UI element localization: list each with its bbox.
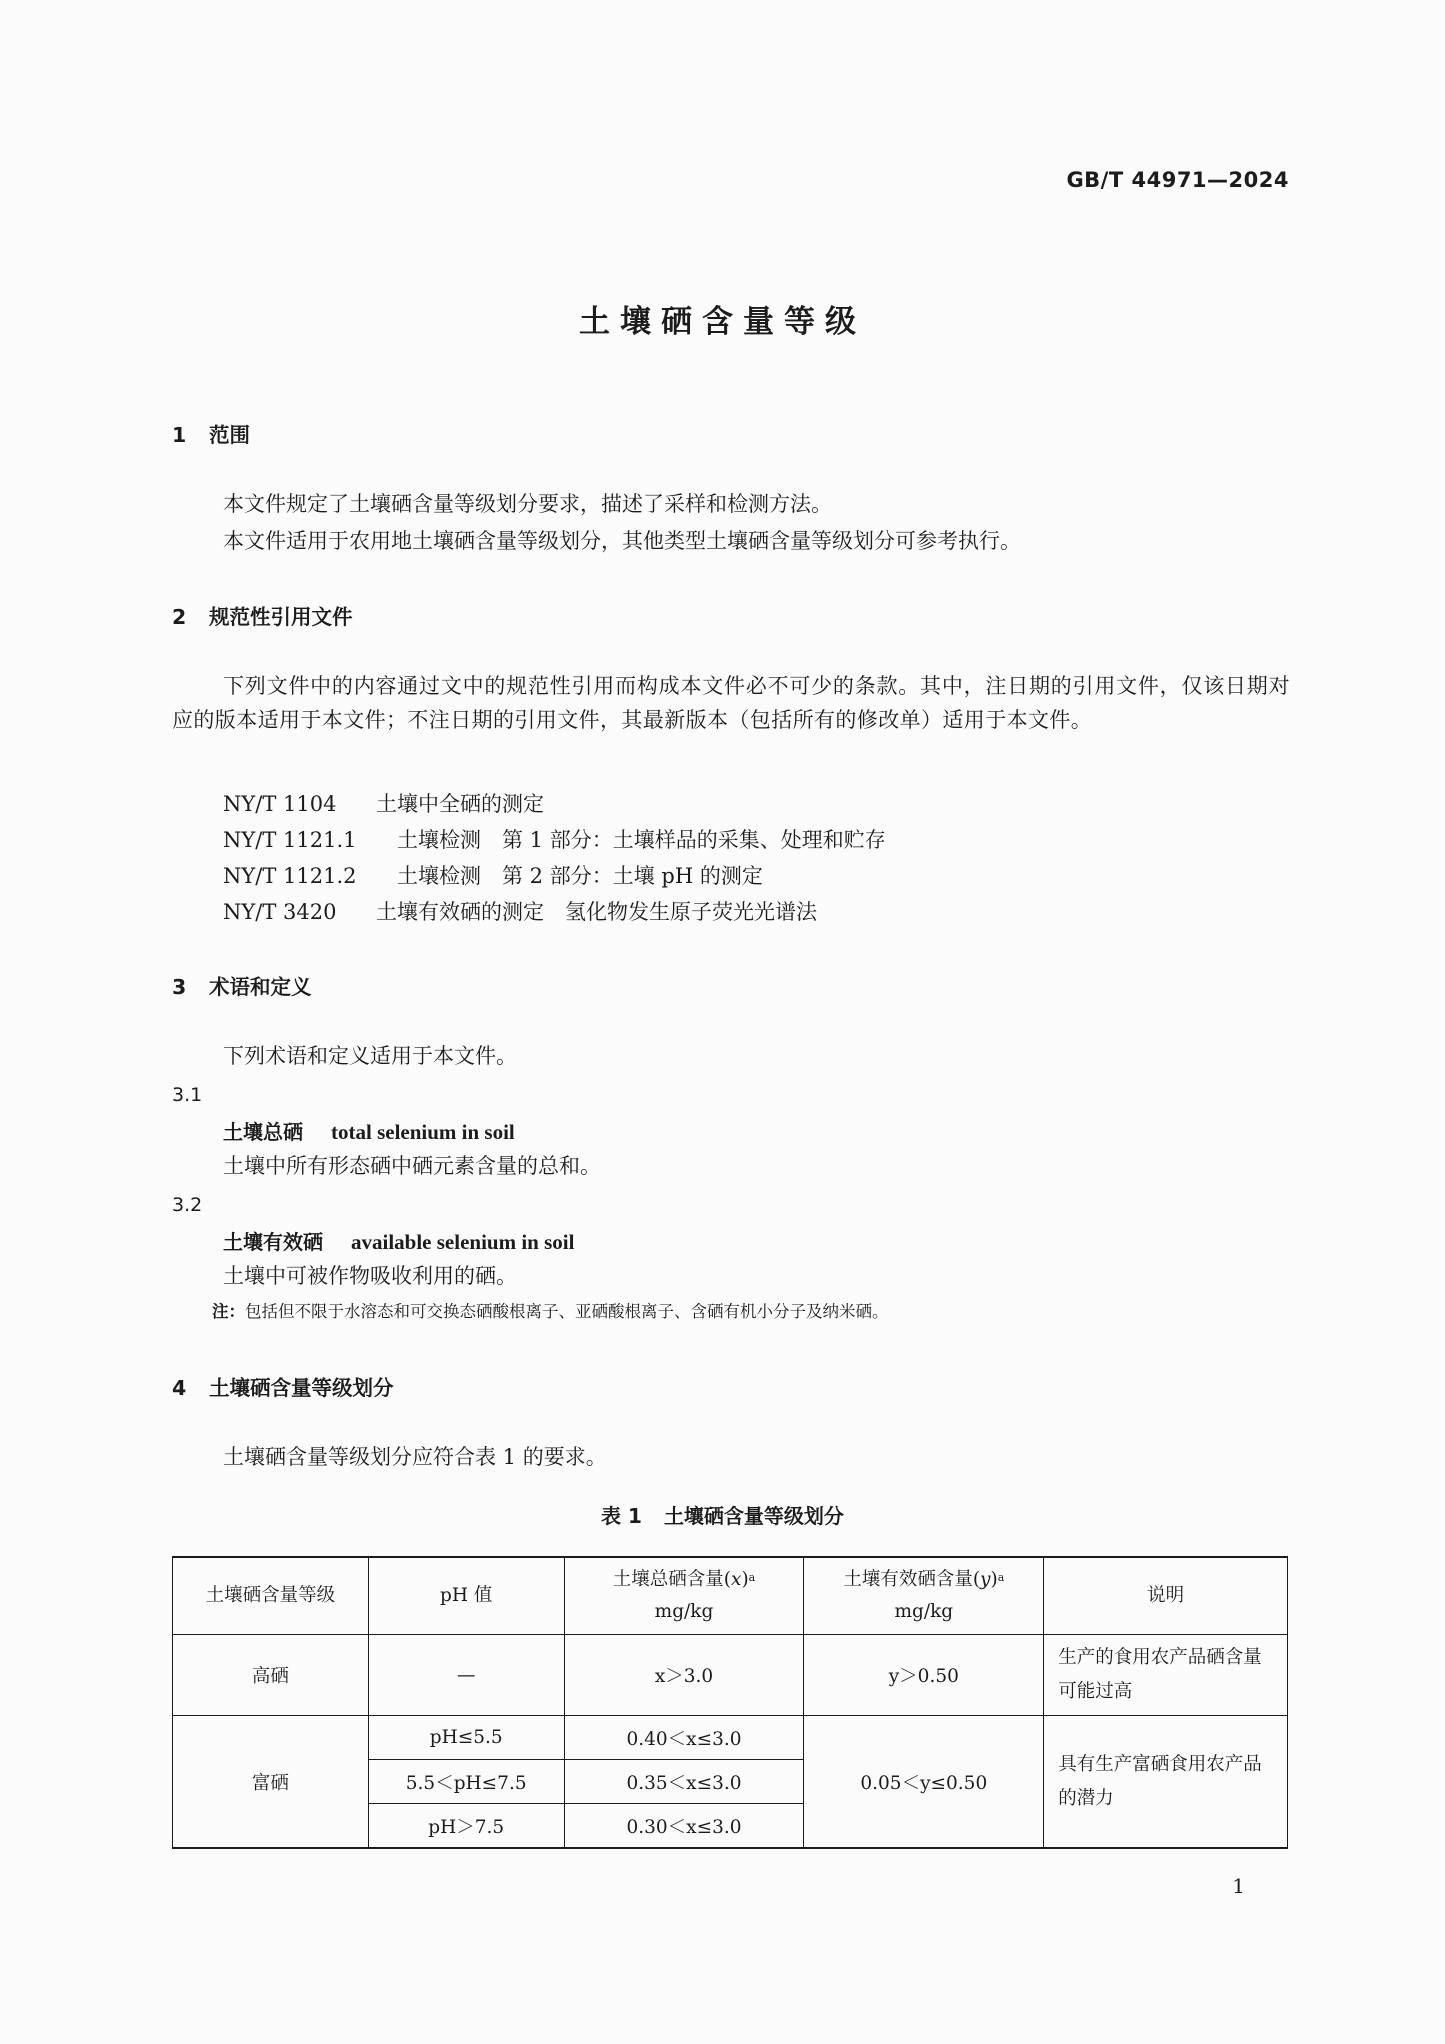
cell-description: 具有生产富硒食用农产品的潜力 bbox=[1044, 1716, 1288, 1849]
term-heading bbox=[223, 1226, 574, 1255]
term-number: 3.1 bbox=[172, 1084, 203, 1106]
reference-title: 土壤中全硒的测定 bbox=[376, 792, 544, 816]
cell-ph: pH≤5.5 bbox=[368, 1716, 564, 1760]
section-1-heading bbox=[172, 418, 250, 448]
header-description: 说明 bbox=[1044, 1557, 1288, 1635]
cell-ph: pH＞7.5 bbox=[368, 1804, 564, 1849]
term-zh: 土壤有效硒 bbox=[223, 1230, 323, 1254]
section-title: 范围 bbox=[209, 423, 250, 447]
cell-description: 生产的食用农产品硒含量可能过高 bbox=[1044, 1635, 1288, 1716]
standard-code: GB/T 44971—2024 bbox=[1066, 168, 1289, 192]
section-number: 4 bbox=[172, 1376, 187, 1400]
reference-code: NY/T 1121.2 bbox=[223, 864, 357, 888]
section-number: 2 bbox=[172, 605, 187, 629]
table-caption-title: 土壤硒含量等级划分 bbox=[663, 1504, 844, 1528]
term-heading bbox=[223, 1116, 515, 1145]
term-zh: 土壤总硒 bbox=[223, 1120, 303, 1144]
cell-grade: 高硒 bbox=[173, 1635, 369, 1716]
cell-total: 0.30＜x≤3.0 bbox=[564, 1804, 804, 1849]
table-row bbox=[173, 1716, 1288, 1760]
note bbox=[212, 1298, 889, 1322]
page-number: 1 bbox=[1232, 1874, 1245, 1898]
header-unit: mg/kg bbox=[654, 1601, 714, 1622]
reference-title: 土壤检测 第 2 部分：土壤 pH 的测定 bbox=[397, 864, 763, 888]
section-title: 术语和定义 bbox=[209, 975, 312, 999]
term-definition: 土壤中所有形态硒中硒元素含量的总和。 bbox=[223, 1154, 601, 1178]
paragraph: 本文件规定了土壤硒含量等级划分要求，描述了采样和检测方法。 bbox=[223, 492, 832, 516]
header-total-selenium: 土壤总硒含量$(x)^a$ mg/kg bbox=[564, 1557, 804, 1635]
section-2-heading bbox=[172, 600, 353, 630]
header-unit: mg/kg bbox=[894, 1601, 954, 1622]
term-number: 3.2 bbox=[172, 1194, 203, 1216]
cell-ph: — bbox=[368, 1635, 564, 1716]
table-caption bbox=[0, 1500, 1445, 1529]
reference-code: NY/T 1121.1 bbox=[223, 828, 357, 852]
cell-total: x＞3.0 bbox=[564, 1635, 804, 1716]
note-text: 包括但不限于水溶态和可交换态硒酸根离子、亚硒酸根离子、含硒有机小分子及纳米硒。 bbox=[245, 1302, 889, 1321]
header-ph: pH 值 bbox=[368, 1557, 564, 1635]
section-4-heading bbox=[172, 1371, 394, 1401]
cell-ph: 5.5＜pH≤7.5 bbox=[368, 1760, 564, 1804]
note-label: 注： bbox=[212, 1302, 245, 1321]
cell-total: 0.40＜x≤3.0 bbox=[564, 1716, 804, 1760]
term-en: total selenium in soil bbox=[331, 1120, 515, 1144]
section-3-heading bbox=[172, 970, 312, 1000]
reference-item bbox=[223, 895, 817, 929]
cell-grade: 富硒 bbox=[173, 1716, 369, 1849]
paragraph: 下列术语和定义适用于本文件。 bbox=[223, 1044, 517, 1068]
reference-code: NY/T 3420 bbox=[223, 900, 337, 924]
reference-item bbox=[223, 823, 886, 857]
reference-title: 土壤检测 第 1 部分：土壤样品的采集、处理和贮存 bbox=[397, 828, 886, 852]
header-grade: 土壤硒含量等级 bbox=[173, 1557, 369, 1635]
reference-title: 土壤有效硒的测定 氢化物发生原子荧光光谱法 bbox=[376, 900, 817, 924]
section-number: 3 bbox=[172, 975, 187, 999]
reference-item bbox=[223, 859, 763, 893]
section-title: 土壤硒含量等级划分 bbox=[209, 1376, 394, 1400]
reference-item bbox=[223, 787, 544, 821]
section-title: 规范性引用文件 bbox=[209, 605, 353, 629]
document-title: 土壤硒含量等级 bbox=[579, 304, 866, 340]
selenium-grade-table bbox=[172, 1556, 1288, 1849]
paragraph: 土壤硒含量等级划分应符合表 1 的要求。 bbox=[223, 1445, 607, 1469]
header-available-selenium: 土壤有效硒含量$(y)^a$ mg/kg bbox=[804, 1557, 1044, 1635]
reference-code: NY/T 1104 bbox=[223, 792, 337, 816]
cell-available: 0.05＜y≤0.50 bbox=[804, 1716, 1044, 1849]
term-definition: 土壤中可被作物吸收利用的硒。 bbox=[223, 1264, 517, 1288]
table-row bbox=[173, 1635, 1288, 1716]
cell-available: y＞0.50 bbox=[804, 1635, 1044, 1716]
section-number: 1 bbox=[172, 423, 187, 447]
table-header-row bbox=[173, 1557, 1288, 1635]
table-caption-number: 表 1 bbox=[601, 1504, 642, 1528]
cell-total: 0.35＜x≤3.0 bbox=[564, 1760, 804, 1804]
term-en: available selenium in soil bbox=[351, 1230, 575, 1254]
paragraph: 本文件适用于农用地土壤硒含量等级划分，其他类型土壤硒含量等级划分可参考执行。 bbox=[223, 529, 1021, 553]
paragraph: 下列文件中的内容通过文中的规范性引用而构成本文件必不可少的条款。其中，注日期的引用文件，仅该日期对应的版本适用于本文件；不注日期的引用文件，其最新版本（包括所有的修改单）适用于本文件。 bbox=[172, 674, 1290, 732]
